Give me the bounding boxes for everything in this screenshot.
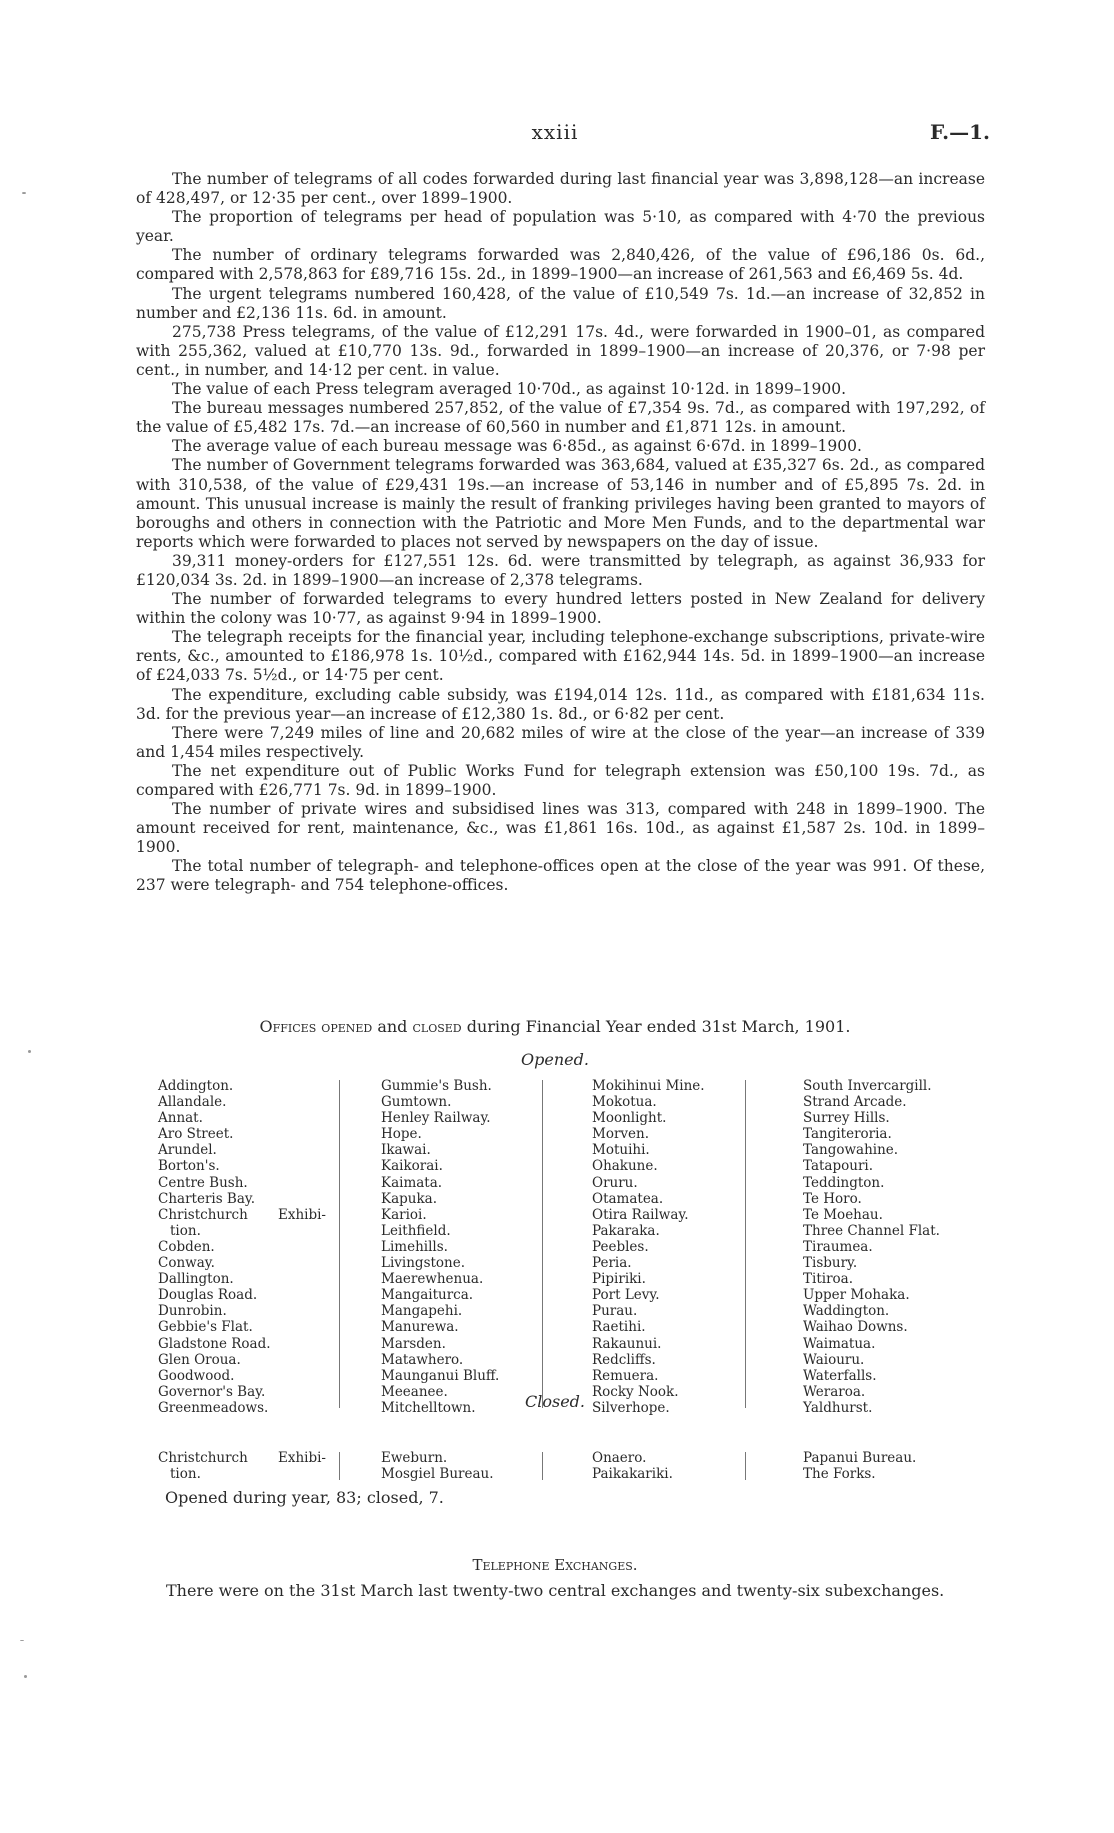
office-name: Kaikorai.	[381, 1158, 443, 1175]
office-name: Tangiteroria.	[803, 1126, 892, 1143]
office-name: Maunganui Bluff.	[381, 1367, 500, 1384]
paragraph: 275,738 Press telegrams, of the value of £12,291 17s. 4d., were forwarded in 1900–01, as compared with 255,362, valued at £10,770 13s. 9d., forwarded in 1899–1900—an increase of 20,376, or 7·98 per cent., in number, and 14·12 per cent. in value.	[136, 322, 985, 379]
office-name: Peria.	[592, 1255, 632, 1272]
office-name: Port Levy.	[592, 1287, 660, 1304]
closed-column-4	[767, 1450, 970, 1482]
office-name: Oruru.	[592, 1174, 638, 1191]
paragraph: The number of ordinary telegrams forwarded was 2,840,426, of the value of £96,186 0s. 6d., compared with 2,578,863 for £89,716 15s. 2d., in 1899–1900—an increase of 261,563 and £6,469 5s. 4d.	[136, 246, 985, 284]
office-name: Limehills.	[381, 1238, 448, 1255]
office-name: South Invercargill.	[803, 1078, 932, 1094]
office-name: The Forks.	[803, 1466, 876, 1483]
office-name: Meeanee.	[381, 1383, 448, 1400]
office-name: Cobden.	[158, 1238, 215, 1255]
office-name: Three Channel Flat.	[803, 1222, 940, 1239]
office-name: Allandale.	[158, 1094, 227, 1111]
opened-column-4	[767, 1078, 970, 1416]
paragraph: The total number of telegraph- and telephone-offices open at the close of the year was 991. Of these, 237 were telegraph- and 754 telephone-offices.	[136, 857, 985, 895]
office-name: Ohakune.	[592, 1158, 658, 1175]
office-name: Dallington.	[158, 1271, 234, 1288]
heading-part: during Financial Year ended 31st March, 1901.	[461, 1017, 851, 1036]
office-name: Mangaiturca.	[381, 1287, 474, 1304]
office-name: Titiroa.	[803, 1271, 853, 1288]
office-name: Waddington.	[803, 1303, 890, 1320]
office-name: Livingstone.	[381, 1255, 466, 1272]
opened-column-1	[158, 1078, 361, 1416]
office-name: Pakaraka.	[592, 1222, 660, 1239]
office-name-part: Exhibi-	[277, 1450, 326, 1466]
office-name: Annat.	[158, 1110, 203, 1127]
office-name: Goodwood.	[158, 1367, 235, 1384]
office-name: Douglas Road.	[158, 1287, 258, 1304]
telephone-text	[136, 1580, 985, 1601]
office-name: Otira Railway.	[592, 1206, 689, 1223]
scan-speck	[28, 1050, 31, 1053]
paragraph: The value of each Press telegram averaged 10·70d., as against 10·12d. in 1899–1900.	[172, 380, 847, 399]
office-name-part: Exhibi-	[277, 1206, 326, 1223]
opened-column-2	[361, 1078, 564, 1416]
office-name: Mokotua.	[592, 1094, 657, 1111]
office-name: Centre Bush.	[158, 1174, 248, 1191]
office-name: Hope.	[381, 1126, 422, 1143]
office-name: Waihao Downs.	[803, 1319, 908, 1336]
paragraph: The number of telegrams of all codes forwarded during last financial year was 3,898,128—an increase of 428,497, or 12·35 per cent., over 1899–1900.	[136, 170, 985, 208]
paragraph: 39,311 money-orders for £127,551 12s. 6d. were transmitted by telegraph, as against 36,933 for £120,034 3s. 2d. in 1899–1900—an increase of 2,378 telegrams.	[136, 551, 985, 589]
office-name: Surrey Hills.	[803, 1110, 890, 1127]
paragraph: The bureau messages numbered 257,852, of the value of £7,354 9s. 7d., as compared with 197,292, of the value of £5,482 17s. 7d.—an increase of 60,560 in number and £1,871 12s. in amount.	[136, 399, 985, 437]
office-name: Mitchelltown.	[381, 1399, 476, 1416]
office-name: Borton's.	[158, 1158, 220, 1175]
office-name: Leithfield.	[381, 1222, 451, 1239]
office-name: Aro Street.	[158, 1126, 234, 1143]
office-name: Waimatua.	[803, 1335, 876, 1352]
paragraph: The number of private wires and subsidised lines was 313, compared with 248 in 1899–1900. The amount received for rent, maintenance, &c., was £1,861 16s. 10d., as against £1,587 2s. 10d. in 1899–1900.	[136, 800, 985, 857]
opened-column-3	[564, 1078, 767, 1416]
office-name	[158, 1450, 326, 1466]
office-name-part: Christchurch	[158, 1450, 248, 1466]
office-name: Mangapehi.	[381, 1303, 463, 1320]
paragraph: The proportion of telegrams per head of population was 5·10, as compared with 4·70 the previous year.	[136, 208, 985, 246]
office-name: Rakaunui.	[592, 1335, 662, 1352]
closed-column-2	[361, 1450, 564, 1482]
paragraph: The number of Government telegrams forwarded was 363,684, valued at £35,327 6s. 2d., as compared with 310,538, of the value of £29,431 19s.—an increase of 53,146 in number and of £5,895 7s. 2d. in amount. This unusual increase is mainly the result of franking privileges having been granted to mayors of boroughs and others in connection with the Patriotic and More Men Funds, and to the departmental war reports which were forwarded to places not served by newspapers on the day of issue.	[136, 456, 985, 551]
office-name: Marsden.	[381, 1335, 446, 1352]
office-name: Mokihinui Mine.	[592, 1078, 705, 1094]
office-name: Silverhope.	[592, 1399, 670, 1416]
scan-speck	[22, 192, 26, 194]
office-name: Karioi.	[381, 1206, 427, 1223]
office-name: Morven.	[592, 1126, 650, 1143]
office-name: Motuihi.	[592, 1142, 650, 1159]
office-name: Gumtown.	[381, 1094, 452, 1111]
office-name: Matawhero.	[381, 1351, 464, 1368]
office-name-part: Christchurch	[158, 1206, 248, 1223]
office-name: Strand Arcade.	[803, 1094, 907, 1111]
office-name: Governor's Bay.	[158, 1383, 266, 1400]
office-name: Gebbie's Flat.	[158, 1319, 253, 1336]
office-name: Gummie's Bush.	[381, 1078, 492, 1094]
office-name: Greenmeadows.	[158, 1399, 269, 1416]
office-name: Kapuka.	[381, 1190, 437, 1207]
office-name: Otamatea.	[592, 1190, 664, 1207]
office-name: Tatapouri.	[803, 1158, 874, 1175]
office-name: Tiraumea.	[803, 1238, 873, 1255]
office-name: Redcliffs.	[592, 1351, 656, 1368]
office-name: Pipiriki.	[592, 1271, 646, 1288]
office-name: Conway.	[158, 1255, 215, 1272]
closed-column-1	[158, 1450, 361, 1482]
office-name: Peebles.	[592, 1238, 649, 1255]
office-name: Rocky Nook.	[592, 1383, 679, 1400]
closed-column-3	[564, 1450, 767, 1482]
office-name: Kaimata.	[381, 1174, 443, 1191]
report-code: F.—1.	[929, 120, 990, 144]
heading-part: Offices opened	[259, 1017, 373, 1036]
office-name: Upper Mohaka.	[803, 1287, 910, 1304]
office-name: Tangowahine.	[803, 1142, 899, 1159]
office-name: Tisbury.	[803, 1255, 858, 1272]
office-name: Waterfalls.	[803, 1367, 877, 1384]
office-name: Teddington.	[803, 1174, 885, 1191]
office-name: Remuera.	[592, 1367, 659, 1384]
office-name: Charteris Bay.	[158, 1190, 256, 1207]
office-name: Moonlight.	[592, 1110, 667, 1127]
heading-part: and	[372, 1017, 413, 1036]
office-name: Gladstone Road.	[158, 1335, 271, 1352]
paragraph: The urgent telegrams numbered 160,428, of the value of £10,549 7s. 1d.—an increase of 32,852 in number and £2,136 11s. 6d. in amount.	[136, 284, 985, 322]
office-name: Glen Oroua.	[158, 1351, 241, 1368]
office-name: Henley Railway.	[381, 1110, 491, 1127]
office-name: Maerewhenua.	[381, 1271, 484, 1288]
office-name: Te Moehau.	[803, 1206, 883, 1223]
paragraph: The average value of each bureau message was 6·85d., as against 6·67d. in 1899–1900.	[172, 437, 862, 456]
office-name: Eweburn.	[381, 1450, 448, 1466]
paragraph: There were on the 31st March last twenty-two central exchanges and twenty-six subexchanges.	[166, 1581, 945, 1600]
office-name: Paikakariki.	[592, 1466, 673, 1483]
paragraph: The number of forwarded telegrams to every hundred letters posted in New Zealand for delivery within the colony was 10·77, as against 9·94 in 1899–1900.	[136, 590, 985, 628]
closed-offices-list	[158, 1450, 970, 1482]
heading-part: closed	[412, 1017, 462, 1036]
closed-label: Closed.	[525, 1392, 585, 1411]
office-name-continuation: tion.	[170, 1466, 201, 1483]
office-name-continuation: tion.	[170, 1222, 201, 1239]
office-name: Waiouru.	[803, 1351, 865, 1368]
paragraph: The telegraph receipts for the financial year, including telephone-exchange subscriptions, private-wire rents, &c., amounted to £186,978 1s. 10½d., compared with £162,944 14s. 5d. in 1899–1900—an increase of £24,033 7s. 5½d., or 14·75 per cent.	[136, 628, 985, 685]
paragraph: There were 7,249 miles of line and 20,682 miles of wire at the close of the year—an increase of 339 and 1,454 miles respectively.	[136, 723, 985, 761]
paragraph: The expenditure, excluding cable subsidy, was £194,014 12s. 11d., as compared with £181,634 11s. 3d. for the previous year—an increase of £12,380 1s. 8d., or 6·82 per cent.	[136, 685, 985, 723]
office-name: Raetihi.	[592, 1319, 646, 1336]
paragraph: The net expenditure out of Public Works Fund for telegraph extension was £50,100 19s. 7d., as compared with £26,771 7s. 9d. in 1899–1900.	[136, 761, 985, 799]
office-name: Arundel.	[158, 1142, 217, 1159]
office-name: Weraroa.	[803, 1383, 866, 1400]
page-number: xxiii	[531, 120, 579, 144]
opened-label: Opened.	[521, 1050, 589, 1069]
office-name: Onaero.	[592, 1450, 647, 1466]
office-name: Yaldhurst.	[803, 1399, 873, 1416]
offices-summary: Opened during year, 83; closed, 7.	[165, 1488, 444, 1507]
page-header	[120, 120, 990, 148]
office-name: Te Horo.	[803, 1190, 862, 1207]
office-name: Ikawai.	[381, 1142, 431, 1159]
office-name: Dunrobin.	[158, 1303, 227, 1320]
telegraph-statistics-text	[136, 170, 985, 896]
scan-speck	[20, 1640, 24, 1641]
office-name: Manurewa.	[381, 1319, 459, 1336]
telephone-heading-text: Telephone Exchanges.	[472, 1556, 638, 1574]
office-name: Mosgiel Bureau.	[381, 1466, 494, 1483]
office-name: Papanui Bureau.	[803, 1450, 917, 1466]
office-name	[158, 1207, 326, 1223]
offices-heading	[120, 1017, 990, 1036]
opened-offices-list	[158, 1078, 970, 1416]
office-name: Purau.	[592, 1303, 638, 1320]
telephone-heading	[120, 1556, 990, 1574]
scan-speck	[24, 1675, 27, 1678]
office-name: Addington.	[158, 1078, 234, 1094]
